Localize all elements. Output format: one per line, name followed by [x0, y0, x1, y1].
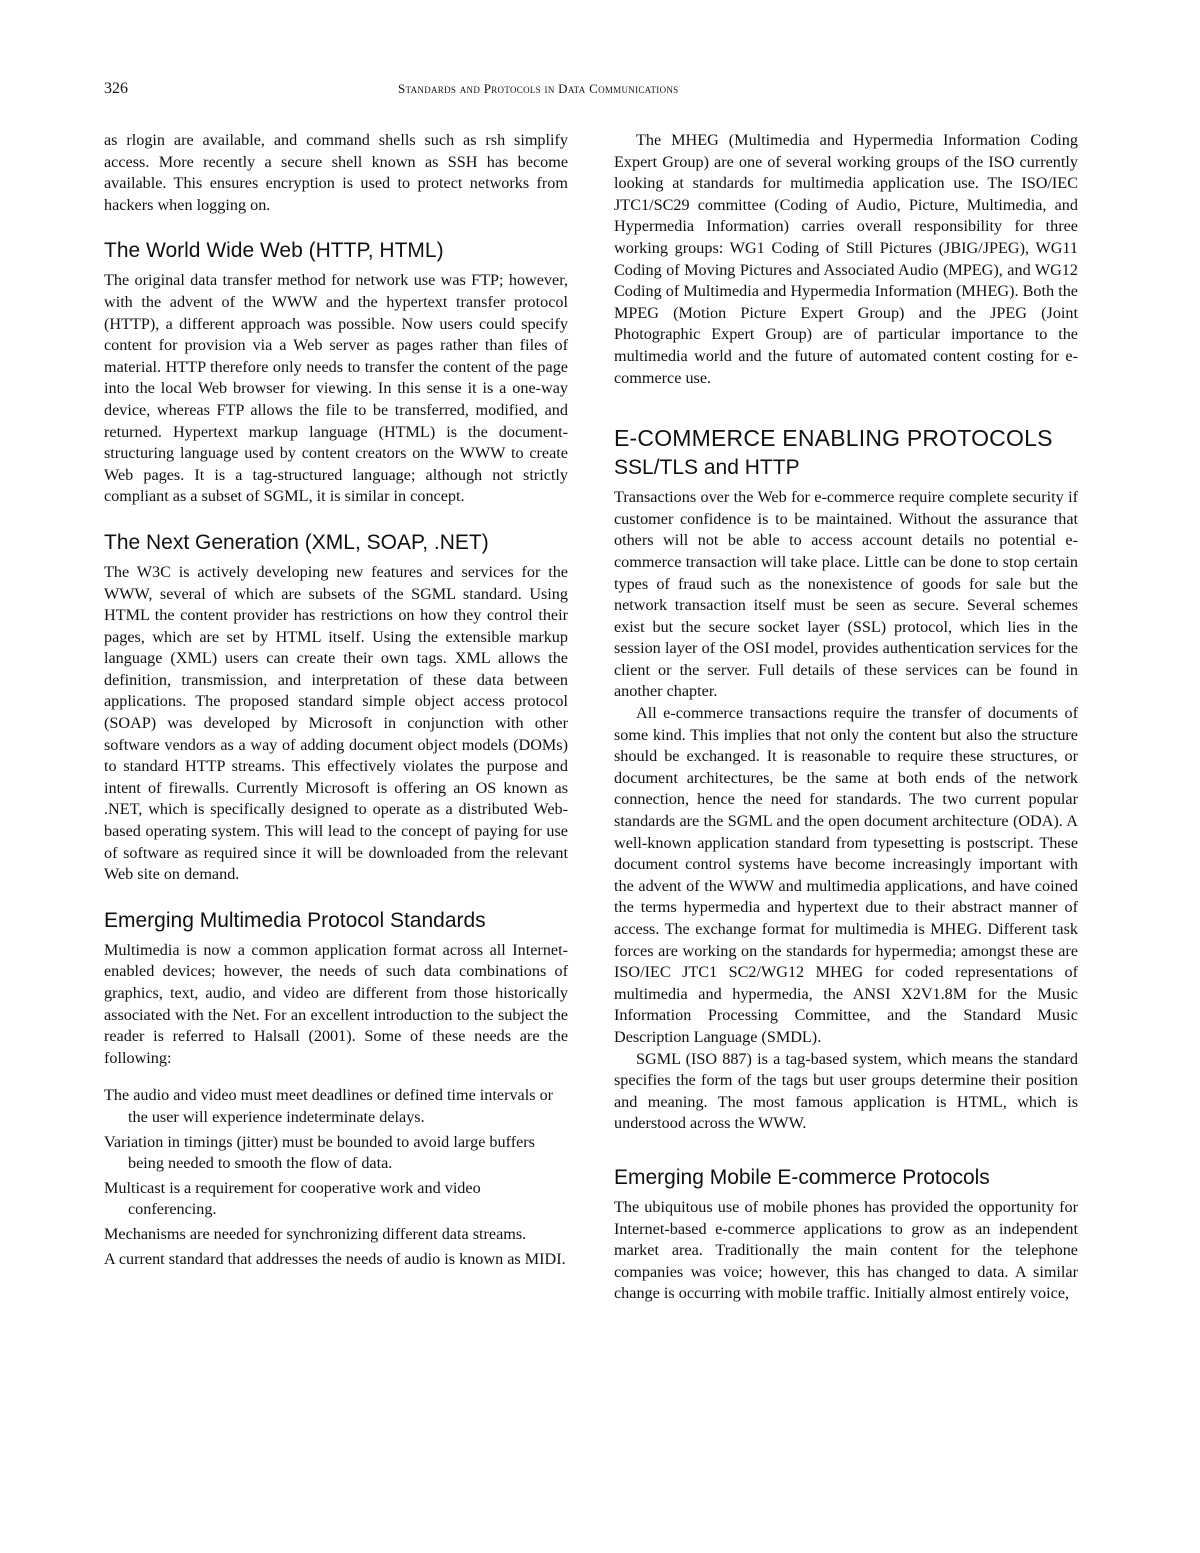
section-heading-www: The World Wide Web (HTTP, HTML)	[104, 239, 444, 263]
list-item: The audio and video must meet deadlines or defined time intervals or the user will experience indeterminate delays.	[104, 1086, 554, 1126]
multimedia-paragraph: Multimedia is now a common application format across all Internet-enabled devices; however, the needs of such data combinations of graphics, text, audio, and video are different from those historically associated with the Net. For an excellent introduction to the subject the reader is referred to Halsall (2001). Some of these needs are the following:	[104, 940, 568, 1067]
running-title: Standards and Protocols in Data Communications	[398, 81, 679, 96]
section-heading-next-generation: The Next Generation (XML, SOAP, .NET)	[104, 530, 489, 554]
page-header	[104, 80, 1079, 104]
right-column	[614, 130, 1078, 1305]
intro-paragraph: as rlogin are available, and command shells such as rsh simplify access. More recently a secure shell known as SSH has become available. This ensures encryption is used to protect networks from hackers when logging on.	[104, 131, 568, 214]
sgml-paragraph: SGML (ISO 887) is a tag-based system, which means the standard specifies the form of the tags but user groups determine their position and meaning. The most famous application is HTML, which is understood across the WWW.	[614, 1049, 1078, 1133]
left-column	[104, 130, 568, 1273]
mheg-paragraph: The MHEG (Multimedia and Hypermedia Information Coding Expert Group) are one of several working groups of the ISO currently looking at standards for multimedia application use. The ISO/IEC JTC1/SC29 committee (Coding of Audio, Picture, Multimedia, and Hypermedia Information) carries overall responsibility for three working groups: WG1 Coding of Still Pictures (JBIG/JPEG), WG11 Coding of Moving Pictures and Associated Audio (MPEG), and WG12 Coding of Multimedia and Hypermedia Information (MHEG). Both the MPEG (Motion Picture Expert Group) and the JPEG (Joint Photographic Expert Group) are of particular importance to the multimedia world and the future of automated content costing for e-commerce use.	[614, 131, 1078, 387]
section-heading-ssl-tls: SSL/TLS and HTTP	[614, 456, 800, 480]
mobile-paragraph: The ubiquitous use of mobile phones has provided the opportunity for Internet-based e-commerce applications to grow as an independent market area. Traditionally the main content for the telephone companies was voice; however, this has changed to data. A similar change is occurring with mobile traffic. Initially almost entirely voice,	[614, 1197, 1078, 1303]
section-heading-mobile: Emerging Mobile E-commerce Protocols	[614, 1165, 990, 1189]
www-paragraph: The original data transfer method for network use was FTP; however, with the advent of the WWW and the hypertext transfer protocol (HTTP), a different approach was possible. Now users could specify content for provision via a Web server as pages rather than files of material. HTTP therefore only needs to transfer the content of the page into the local Web browser for viewing. In this sense it is a one-way device, whereas FTP allows the file to be transferred, modified, and returned. Hypertext markup language (HTML) is the document-structuring language used by content creators on the WWW to create Web pages. It is a tag-structured language; although not strictly compliant as a subset of SGML, it is similar in concept.	[104, 271, 568, 506]
page-number: 326	[104, 80, 128, 97]
main-section-heading: E-COMMERCE ENABLING PROTOCOLS	[614, 425, 1053, 452]
next-generation-paragraph: The W3C is actively developing new features and services for the WWW, several of which are subsets of the SGML standard. Using HTML the content provider has restrictions on how they control their pages, which are set by HTML itself. Using the extensible markup language (XML) users can create their own tags. XML allows the definition, transmission, and interpretation of these data between applications. The proposed standard simple object access protocol (SOAP) was developed by Microsoft in conjunction with other software vendors as a way of adding document object models (DOMs) to standard HTTP streams. This effectively violates the purpose and intent of firewalls. Currently Microsoft is offering an OS known as .NET, which is specifically designed to operate as a distributed Web-based operating system. This will lead to the concept of paying for use of software as required since it will be downloaded from the relevant Web site on demand.	[104, 562, 568, 884]
list-item: Multicast is a requirement for cooperative work and video conferencing.	[104, 1178, 481, 1219]
document-transfer-paragraph: All e-commerce transactions require the transfer of documents of some kind. This implies that not only the content but also the structure should be exchanged. It is reasonable to require these structures, or document architectures, be the same at both ends of the network connection, hence the need for standards. The two current popular standards are the SGML and the open document architecture (ODA). A well-known application standard from typesetting is postscript. These document control systems have become increasingly important with the advent of the WWW and multimedia applications, and have coined the terms hypermedia and hypertext due to their abstract manner of access. The exchange format for multimedia is MHEG. Different task forces are working on the standards for hypermedia; amongst these are ISO/IEC JTC1 SC2/WG12 MHEG for coded representations of multimedia and hypermedia, the ANSI X2V1.8M for the Music Information Processing Committee, and the Standard Music Description Language (SMDL).	[614, 704, 1078, 1046]
ssl-paragraph: Transactions over the Web for e-commerce require complete security if customer confidence is to be maintained. Without the assurance that others will not be able to access account details no potential e-commerce transaction will take place. Little can be done to stop certain types of fraud such as the nonexistence of goods for sale but the network transaction itself must be seen as secure. Several schemes exist but the secure socket layer (SSL) protocol, which lies in the session layer of the OSI model, provides authentication services for the client or the server. Full details of these services can be found in another chapter.	[614, 488, 1078, 701]
list-item: Mechanisms are needed for synchronizing different data streams.	[104, 1224, 527, 1243]
multimedia-needs-list	[104, 1085, 568, 1270]
list-item: Variation in timings (jitter) must be bounded to avoid large buffers being needed to smooth the flow of data.	[104, 1132, 535, 1173]
section-heading-multimedia: Emerging Multimedia Protocol Standards	[104, 908, 486, 932]
list-item: A current standard that addresses the needs of audio is known as MIDI.	[104, 1249, 566, 1268]
